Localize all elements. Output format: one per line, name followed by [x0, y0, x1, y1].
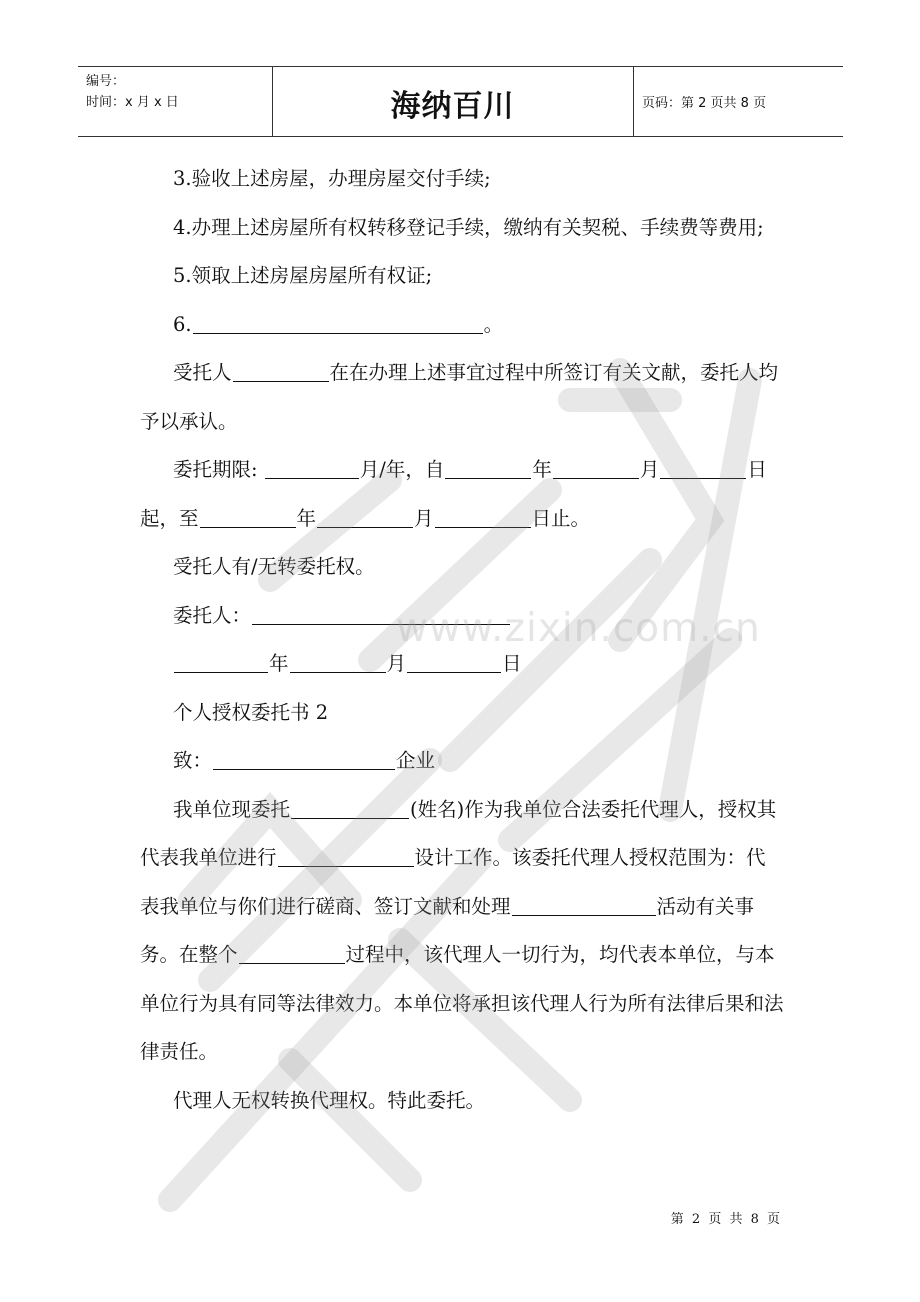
p1-d: 活动有关事务。在整个 [140, 894, 755, 966]
serial-label: 编号： [86, 74, 126, 89]
term-length-blank[interactable] [265, 458, 359, 479]
end-month-label: 月 [414, 506, 434, 530]
start-day-blank[interactable] [660, 458, 746, 479]
start-month-blank[interactable] [553, 458, 639, 479]
header-page-cell [633, 67, 843, 136]
agent-prefix: 受托人 [173, 361, 232, 384]
sign-month-label: 月 [386, 652, 407, 675]
p1-b: (姓名)作为我单位合法委托代理人，授权其代表我单位进行 [140, 797, 777, 869]
start-day-label: 日起，至 [140, 458, 767, 530]
to-prefix: 致： [173, 749, 213, 772]
item-6-prefix: 6. [173, 312, 192, 336]
start-year-label: 年 [532, 458, 552, 481]
term-unit: 月/年，自 [359, 458, 445, 481]
principal-label: 委托人： [173, 603, 252, 627]
footer-page-number: 第 2 页 共 8 页 [670, 1212, 782, 1227]
authorization-paragraph [140, 786, 785, 1077]
company-blank[interactable] [213, 749, 395, 770]
p1-c: 设计工作。该委托代理人授权范围为：代表我单位与你们进行磋商、签订文献和处理 [140, 846, 766, 918]
item-5: 5.领取上述房屋房屋所有权证; [173, 264, 433, 287]
to-line [140, 737, 785, 786]
agent-suffix: 在在办理上述事宜过程中所签订有关文献，委托人均予以承认。 [140, 361, 779, 433]
item-4: 4.办理上述房屋所有权转移登记手续，缴纳有关契税、手续费等费用; [173, 215, 764, 239]
date-label: 时间：x 月 x 日 [86, 95, 179, 110]
end-day-label: 日止。 [531, 506, 591, 530]
project-blank[interactable] [278, 846, 414, 867]
sign-year-label: 年 [269, 652, 289, 675]
to-suffix: 企业 [396, 749, 436, 772]
header-title-cell [272, 67, 634, 136]
start-month-label: 月 [639, 458, 660, 481]
sign-year-blank[interactable] [174, 652, 268, 673]
p1-e: 过程中，该代理人一切行为，均代表本单位，与本单位行为具有同等法律效力。本单位将承担该代理人行为所有法律后果和法律责任。 [140, 943, 784, 1063]
closing-line: 代理人无权转换代理权。特此委托。 [173, 1088, 486, 1112]
transfer-right: 受托人有/无转委托权。 [173, 555, 375, 578]
p1-a: 我单位现委托 [173, 797, 291, 821]
item-6-suffix: 。 [483, 312, 504, 336]
sign-day-blank[interactable] [407, 652, 501, 673]
sign-month-blank[interactable] [290, 652, 386, 673]
sign-day-label: 日 [502, 652, 522, 675]
item-6-blank[interactable] [193, 312, 483, 333]
matter-blank[interactable] [512, 894, 656, 915]
term-paragraph [140, 446, 785, 543]
end-year-label: 年 [296, 506, 317, 530]
header-meta-cell [78, 67, 273, 136]
item-6 [140, 301, 785, 350]
item-3: 3.验收上述房屋，办理房屋交付手续; [173, 167, 491, 190]
agent-paragraph [140, 349, 785, 446]
page-header [78, 66, 843, 137]
process-blank[interactable] [239, 943, 345, 964]
end-year-blank[interactable] [200, 506, 296, 527]
end-day-blank[interactable] [435, 506, 531, 527]
term-label: 委托期限: [173, 458, 258, 481]
end-month-blank[interactable] [317, 506, 413, 527]
header-page-label: 页码：第 2 页共 8 页 [642, 96, 767, 111]
agent-name-blank[interactable] [233, 361, 329, 382]
watermark-url: www.zixin.com.cn [396, 606, 761, 651]
header-title: 海纳百川 [390, 89, 515, 124]
agent-name-field[interactable] [291, 797, 409, 818]
section-title: 个人授权委托书 2 [173, 700, 329, 724]
start-year-blank[interactable] [445, 458, 531, 479]
